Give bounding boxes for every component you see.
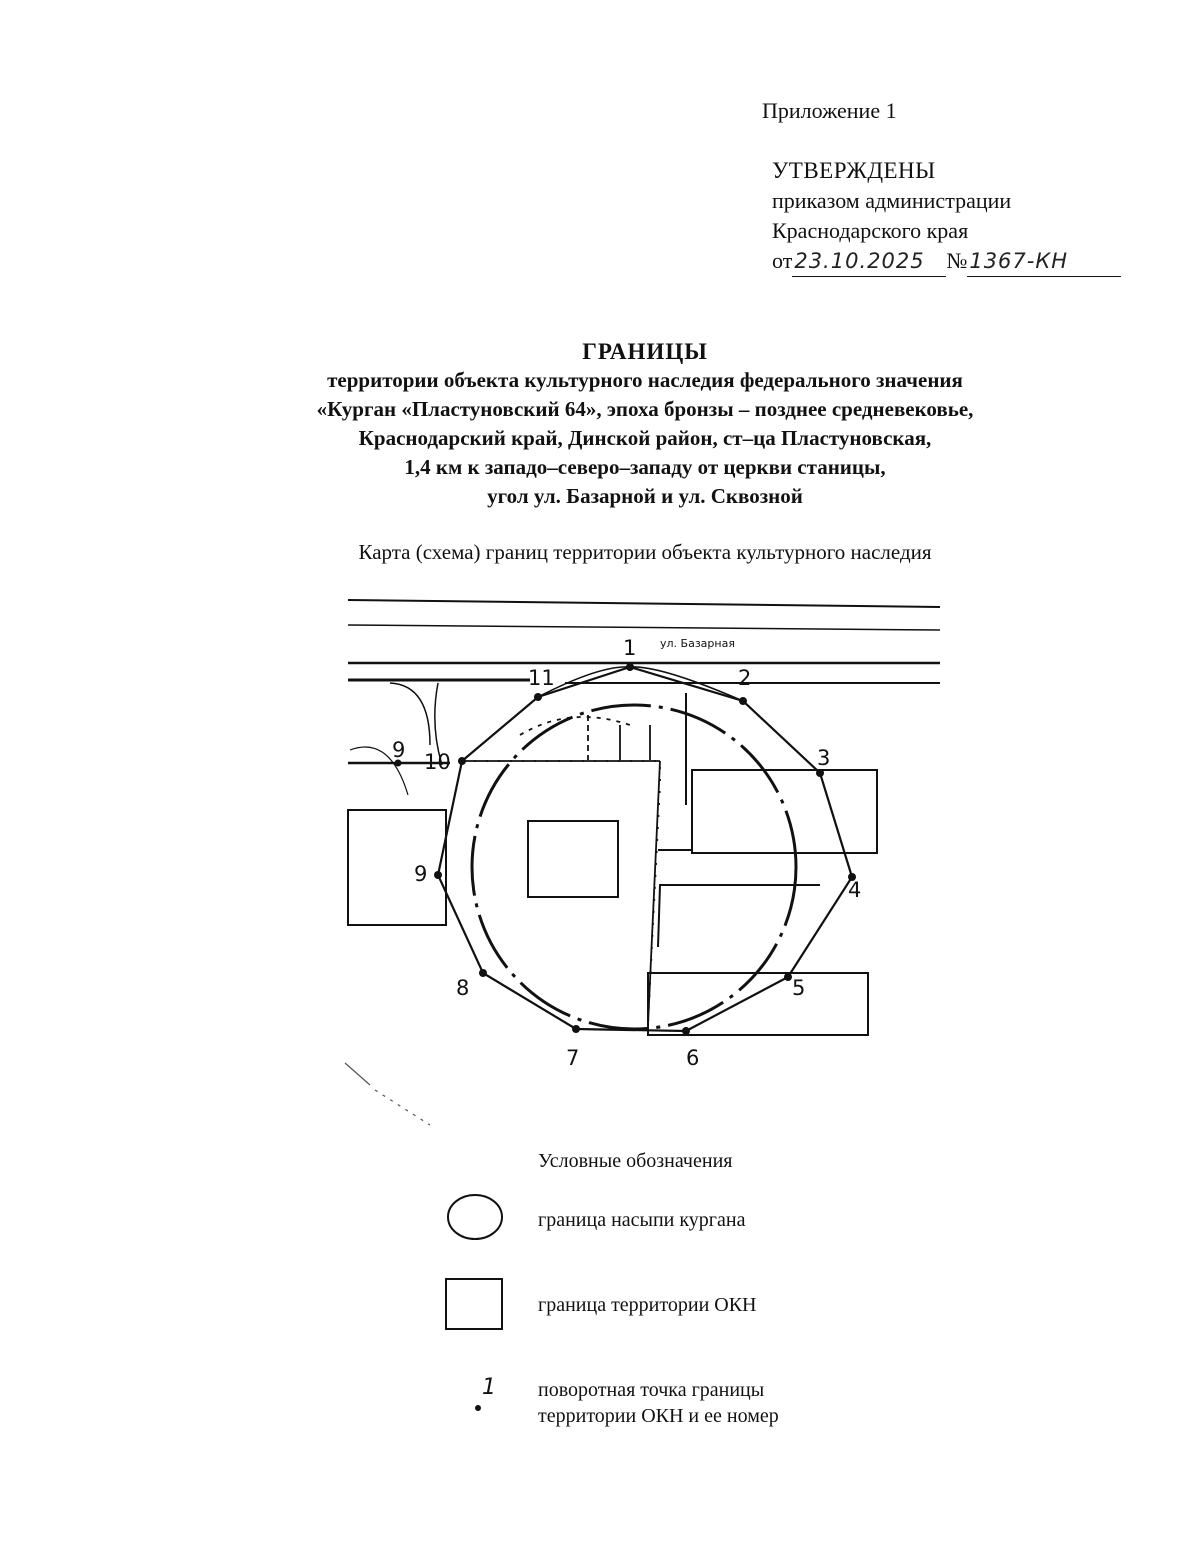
building-southeast	[648, 973, 868, 1035]
legend-point-number: 1	[482, 1375, 496, 1400]
order-number: 1367-КН	[967, 246, 1121, 277]
title-heading: ГРАНИЦЫ	[582, 339, 708, 364]
legend-okn-boundary: граница территории ОКН	[538, 1294, 757, 1316]
title-line-4: 1,4 км к западо–северо–западу от церкви станицы,	[404, 455, 886, 479]
point-label-1: 1	[623, 636, 637, 660]
turning-point-9	[434, 871, 442, 879]
legend-turning-point	[538, 1377, 898, 1429]
point-label-7: 7	[566, 1046, 580, 1070]
legend-mound-boundary: граница насыпи кургана	[538, 1209, 746, 1231]
approved-by-line: приказом администрации	[772, 188, 1012, 213]
scan-marks	[345, 1063, 430, 1125]
title-line-5: угол ул. Базарной и ул. Сквозной	[487, 484, 803, 508]
approval-block	[772, 156, 1121, 277]
point-label-3: 3	[817, 746, 831, 770]
turning-point-2	[739, 697, 747, 705]
building-east	[692, 770, 877, 853]
title-line-1: территории объекта культурного наследия федерального значения	[327, 368, 963, 392]
point-label-6: 6	[686, 1046, 700, 1070]
building-west	[348, 810, 446, 925]
point-label-4: 4	[848, 878, 862, 902]
turning-point-3	[816, 769, 824, 777]
point-label-2: 2	[738, 666, 752, 690]
legend-turning-point-line1: поворотная точка границы	[538, 1379, 765, 1401]
point-label-11: 11	[528, 666, 555, 690]
extra-point-label: 9	[392, 738, 406, 762]
turning-point-6	[682, 1027, 690, 1035]
legend-turning-point-line2: территории ОКН и ее номер	[538, 1405, 779, 1427]
legend-square-icon	[444, 1277, 506, 1333]
turning-point-8	[479, 969, 487, 977]
turning-point-1	[626, 663, 634, 671]
point-label-9: 9	[414, 862, 428, 886]
order-prefix: от	[772, 248, 793, 273]
turning-point-11	[534, 693, 542, 701]
boundary-map	[330, 585, 950, 1130]
mound-boundary	[472, 705, 796, 1029]
title-line-2: «Курган «Пластуновский 64», эпоха бронзы – позднее средневековье,	[316, 397, 974, 421]
legend-title: Условные обозначения	[538, 1150, 733, 1172]
point-label-5: 5	[792, 976, 806, 1000]
street-label: ул. Базарная	[660, 637, 735, 650]
document-title	[150, 337, 1140, 511]
turning-point-5	[784, 973, 792, 981]
approved-region-line: Краснодарского края	[772, 218, 969, 243]
legend-circle-icon	[446, 1192, 506, 1242]
point-label-8: 8	[456, 976, 470, 1000]
annex-label: Приложение 1	[762, 98, 897, 123]
point-label-10: 10	[424, 750, 451, 774]
turning-point-10	[458, 757, 466, 765]
order-number-sign: №	[946, 248, 968, 273]
order-date: 23.10.2025	[792, 246, 946, 277]
order-line	[772, 246, 1121, 277]
turning-point-7	[572, 1025, 580, 1033]
title-line-3: Краснодарский край, Динской район, ст–ца Пластуновская,	[358, 426, 932, 450]
building-center	[528, 821, 618, 897]
legend-point-icon	[466, 1372, 502, 1418]
map-caption: Карта (схема) границ территории объекта культурного наследия	[358, 540, 932, 564]
approved-heading: УТВЕРЖДЕНЫ	[772, 158, 936, 183]
